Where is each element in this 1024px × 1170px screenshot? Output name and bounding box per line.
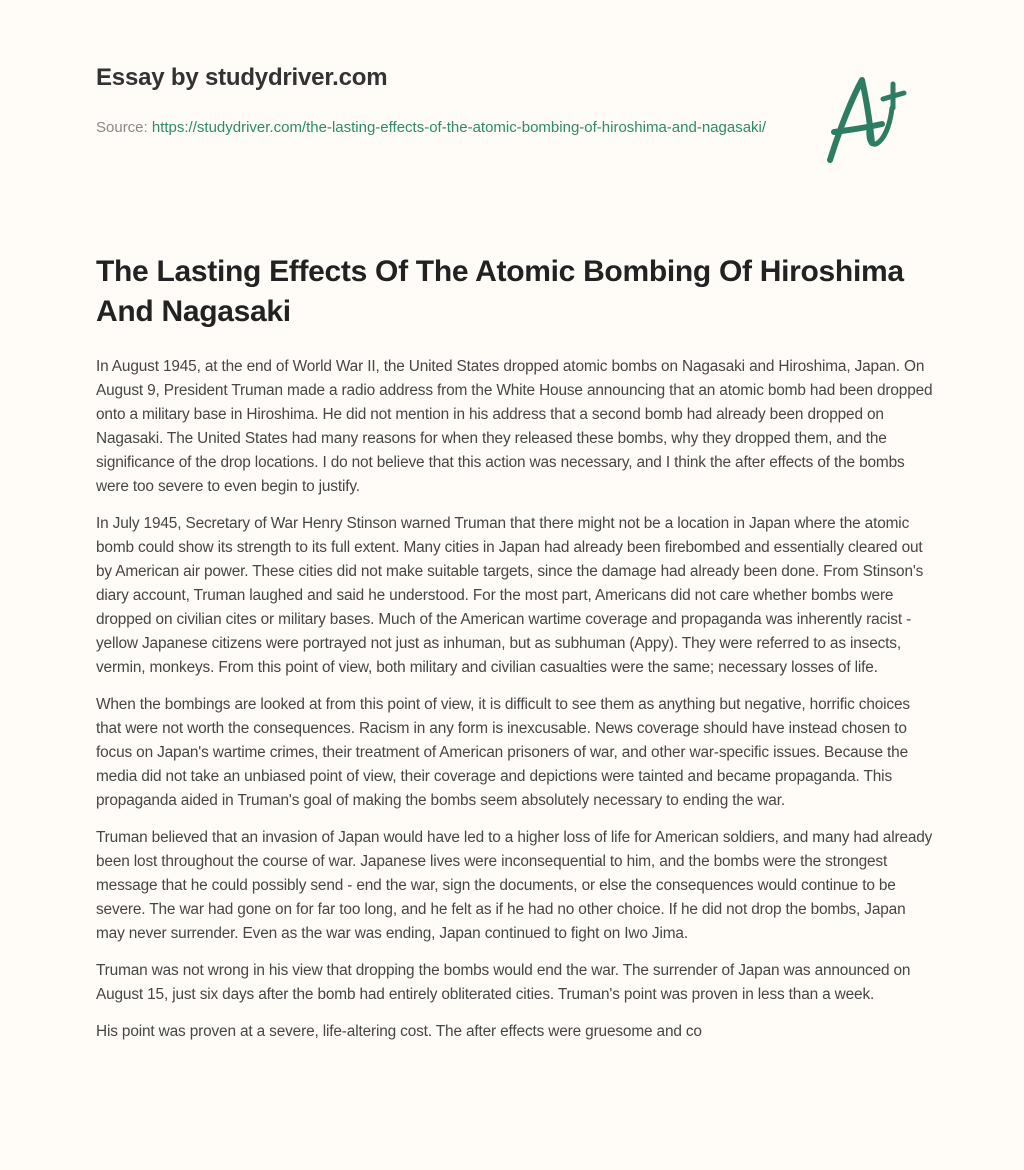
a-plus-grade-icon [820, 68, 930, 168]
essay-paragraph: In July 1945, Secretary of War Henry Stinson warned Truman that there might not be a location in Japan where the atomic bomb could show its strength to its full extent. Many cities in Japan had already been firebombed and essentially cleared out by American air power. These cities did not make suitable targets, since the damage had already been done. From Stinson's diary account, Truman laughed and said he understood. For the most part, Americans did not care whether bombs were dropped on civilian cites or military bases. Much of the American wartime coverage and propaganda was inherently racist - yellow Japanese citizens were portrayed not just as inhuman, but as subhuman (Appy). They were referred to as insects, vermin, monkeys. From this point of view, both military and civilian casualties were the same; necessary losses of life. [96, 515, 924, 676]
essay-paragraph: When the bombings are looked at from this point of view, it is difficult to see them as anything but negative, horrific choices that were not worth the consequences. Racism in any form is inexcusable. News coverage should have instead chosen to focus on Japan's wartime crimes, their treatment of American prisoners of war, and other war-specific issues. Because the media did not take an unbiased point of view, their coverage and depictions were tainted and became propaganda. This propaganda aided in Truman's goal of making the bombs seem absolutely necessary to ending the war. [96, 696, 910, 809]
source-line [96, 116, 776, 140]
essay-paragraph: Truman believed that an invasion of Japan would have led to a higher loss of life for American soldiers, and many had already been lost throughout the course of war. Japanese lives were inconsequential to him, and the bombs were the strongest message that he could possibly send - end the war, sign the documents, or else the consequences would continue to be severe. The war had gone on for far too long, and he felt as if he had no other choice. If he did not drop the bombs, Japan may never surrender. Even as the war was ending, Japan continued to fight on Iwo Jima. [96, 829, 933, 942]
source-label: Source: [96, 119, 152, 136]
essay-paragraph: Truman was not wrong in his view that dropping the bombs would end the war. The surrender of Japan was announced on August 15, just six days after the bomb had entirely obliterated cities. Truman's point was proven in less than a week. [96, 962, 911, 1003]
page-header [96, 60, 776, 140]
brand-title: Essay by studydriver.com [96, 64, 388, 91]
source-link[interactable]: https://studydriver.com/the-lasting-effects-of-the-atomic-bombing-of-hiroshima-and-nagasaki/ [151, 119, 767, 136]
essay-paragraph: In August 1945, at the end of World War II, the United States dropped atomic bombs on Nagasaki and Hiroshima, Japan. On August 9, President Truman made a radio address from the White House announcing that an atomic bomb had been dropped onto a military base in Hiroshima. He did not mention in his address that a second bomb had already been dropped on Nagasaki. The United States had many reasons for when they released these bombs, why they dropped them, and the significance of the drop locations. I do not believe that this action was necessary, and I think the after effects of the bombs were too severe to even begin to justify. [96, 358, 933, 495]
essay-title: The Lasting Effects Of The Atomic Bombing Of Hiroshima And Nagasaki [96, 255, 904, 328]
essay-body [96, 355, 936, 1057]
essay-paragraph-truncated: His point was proven at a severe, life-altering cost. The after effects were gruesome and co [96, 1023, 702, 1040]
